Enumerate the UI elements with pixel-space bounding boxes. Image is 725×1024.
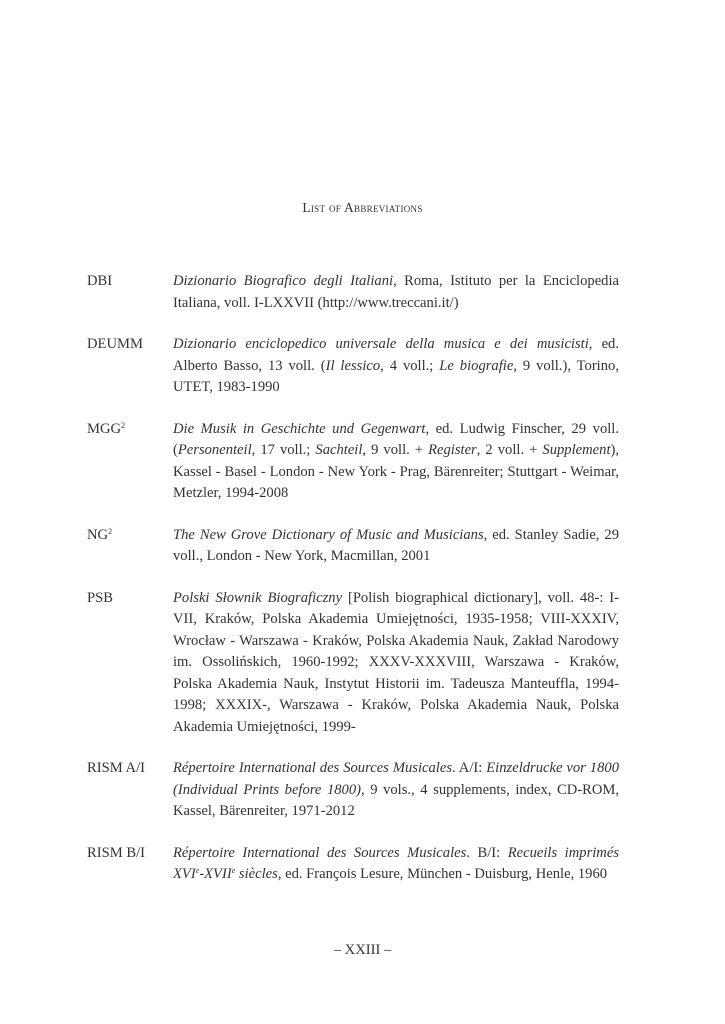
- abbreviation-list: [87, 271, 623, 906]
- abbreviation-term: [87, 525, 173, 568]
- abbreviation-label: RISM A/I: [87, 760, 145, 776]
- citation-text: [Polish biographical dictionary], voll. 48-: I-VII, Kraków, Polska Akademia Umiejętności, 1935-1958; VIII-XXXIV, Wrocław - Warszawa - Kraków, Polska Akademia Nauk, Zakład Narodowy im. Ossolińskich, 1960-1992; XXXV-XXXVIII, Warszawa - Kraków, Polska Akademia Nauk, Instytut Historii im. Tadeusza Manteuffla, 1994-1998; XXXIX-, Warszawa - Kraków, Polska Akademia Nauk, Polska Akademia Umiejętności, 1999-: [173, 589, 623, 735]
- citation-text: ), Kassel - Basel - London - New York - Prag, Bärenreiter; Stuttgart - Weimar, Metzler, 1994-2008: [173, 442, 623, 501]
- abbreviation-label: RISM B/I: [87, 844, 145, 861]
- citation-text: , 9 voll.), Torino, UTET, 1983-1990: [173, 357, 623, 395]
- italic-title-text: e: [195, 866, 200, 875]
- italic-title-text: Dizionario enciclopedico universale della musica e dei musicisti: [173, 336, 589, 352]
- italic-title-text: Register: [428, 442, 477, 458]
- citation-text: , 9 voll. +: [362, 442, 429, 458]
- page-title: List of Abbreviations: [302, 200, 423, 215]
- abbreviation-term: [87, 843, 173, 886]
- abbreviation-entry: [87, 271, 623, 314]
- citation-text: , ed. Stanley Sadie, 29 voll., London - New York, Macmillan, 2001: [173, 526, 623, 564]
- citation-text: , ed. François Lesure, München - Duisburg, Henle, 1960: [277, 866, 608, 882]
- citation-text: , 2 voll. +: [476, 442, 543, 458]
- italic-title-text: Recueils imprimés XVI: [173, 844, 623, 882]
- citation-text: , Roma, Istituto per la Enciclopedia Italiana, voll. I-LXXVII (http://www.treccani.it/): [173, 273, 623, 311]
- italic-title-text: siècles: [235, 866, 278, 882]
- citation-text: . A/I:: [452, 760, 487, 776]
- abbreviation-term: [87, 419, 173, 505]
- abbreviation-description: [173, 758, 623, 823]
- abbreviation-label: MGG: [87, 420, 122, 437]
- abbreviation-description: [173, 588, 623, 739]
- abbreviation-superscript: 2: [108, 526, 113, 536]
- abbreviation-description: [173, 525, 623, 568]
- citation-text: , ed. Alberto Basso, 13 voll. (: [173, 336, 622, 374]
- italic-title-text: Einzeldrucke vor 1800 (Individual Prints before 1800): [173, 760, 623, 798]
- italic-title-text: -XVII: [199, 866, 232, 882]
- abbreviation-description: [173, 334, 623, 399]
- italic-title-text: Sachteil: [315, 442, 363, 458]
- abbreviation-description: [173, 419, 623, 505]
- abbreviation-label: PSB: [87, 589, 113, 606]
- italic-title-text: Le biografie: [439, 357, 514, 374]
- abbreviation-description: [173, 271, 623, 314]
- italic-title-text: Personenteil: [177, 442, 252, 458]
- italic-title-text: Répertoire International des Sources Musicales: [173, 760, 452, 776]
- abbreviation-entry: [87, 843, 623, 886]
- citation-text: , ed. Ludwig Finscher, 29 voll. (: [173, 420, 623, 458]
- italic-title-text: Il lessico: [325, 357, 381, 374]
- abbreviation-term: [87, 271, 173, 314]
- italic-title-text: e: [231, 866, 236, 875]
- abbreviation-superscript: 2: [121, 420, 126, 430]
- abbreviation-term: [87, 588, 173, 739]
- abbreviation-label: NG: [87, 526, 109, 543]
- abbreviation-entry: [87, 334, 623, 399]
- abbreviation-entry: [87, 419, 623, 505]
- abbreviation-label: DEUMM: [87, 336, 143, 352]
- citation-text: , 9 vols., 4 supplements, index, CD-ROM, Kassel, Bärenreiter, 1971-2012: [173, 781, 623, 819]
- abbreviation-entry: [87, 588, 623, 739]
- italic-title-text: Dizionario Biografico degli Italiani: [173, 273, 394, 289]
- page-number: – XXIII –: [333, 942, 392, 958]
- citation-text: , 17 voll.;: [251, 442, 316, 458]
- italic-title-text: The New Grove Dictionary of Music and Musicians: [173, 526, 484, 543]
- abbreviation-term: [87, 334, 173, 399]
- italic-title-text: Die Musik in Geschichte und Gegenwart: [173, 420, 426, 437]
- abbreviation-term: [87, 758, 173, 823]
- abbreviation-entry: [87, 758, 623, 823]
- italic-title-text: Polski Słownik Biograficzny: [173, 589, 343, 606]
- citation-text: , 4 voll.;: [380, 357, 440, 374]
- citation-text: . B/I:: [466, 844, 508, 861]
- abbreviation-entry: [87, 525, 623, 568]
- italic-title-text: Supplement: [542, 442, 611, 458]
- abbreviation-label: DBI: [87, 273, 113, 289]
- abbreviation-description: [173, 843, 623, 886]
- italic-title-text: Répertoire International des Sources Musicales: [173, 844, 467, 861]
